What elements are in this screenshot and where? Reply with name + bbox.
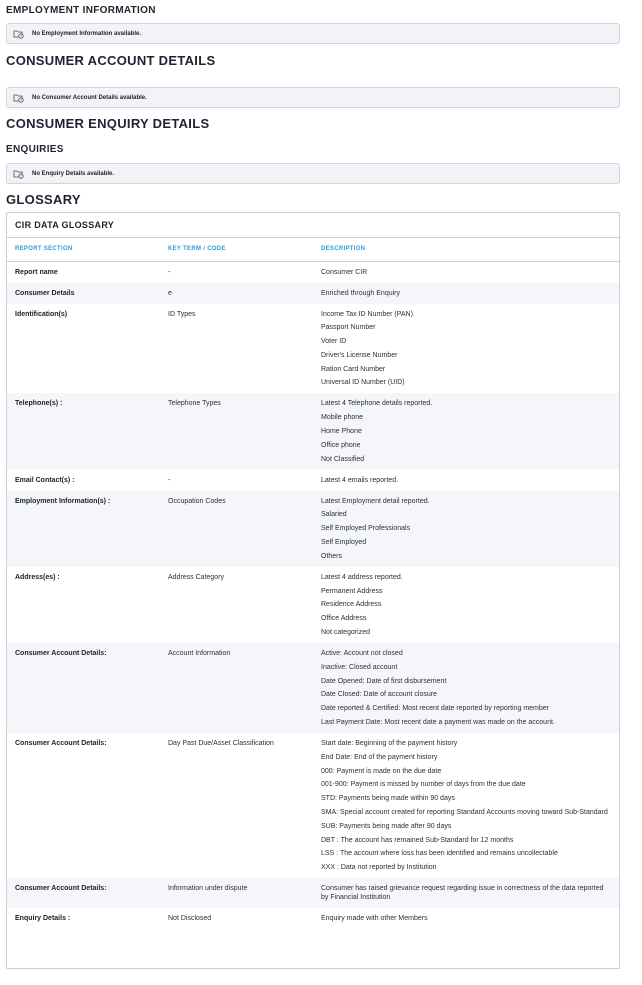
key-term-cell: e xyxy=(160,283,313,304)
description-line: Permanent Address xyxy=(321,587,383,595)
description-line: Mobile phone xyxy=(321,414,364,422)
description-line: Not categorized xyxy=(321,629,371,637)
enquiries-subtitle: ENQUIRIES xyxy=(6,144,64,155)
report-section-cell: Consumer Details xyxy=(7,283,160,304)
table-row xyxy=(7,283,619,304)
description-line: Inactive: Closed account xyxy=(321,663,398,671)
description-line: DBT : The account has remained Sub-Standard for 12 months xyxy=(321,836,514,844)
description-line: Consumer has raised grievance request regarding issue in correctness of the data reported by Financial Institution xyxy=(321,885,604,902)
description-line: Enquiry made with other Members xyxy=(321,915,428,923)
description-line: Consumer CIR xyxy=(321,268,368,276)
description-line: Latest Employment detail reported. xyxy=(321,497,430,505)
table-row xyxy=(7,304,619,394)
description-line: Income Tax ID Number (PAN) xyxy=(321,310,413,318)
description-cell xyxy=(313,470,619,491)
glossary-section-title: GLOSSARY xyxy=(6,192,81,207)
account-empty-notice xyxy=(6,87,620,108)
glossary-table-body xyxy=(7,261,619,929)
description-line: Ration Card Number xyxy=(321,365,386,373)
report-section-cell: Consumer Account Details: xyxy=(15,740,107,748)
table-row xyxy=(7,733,619,878)
enquiry-empty-notice xyxy=(6,163,620,184)
report-section-cell: Email Contact(s) : xyxy=(15,476,75,484)
employment-section-title: EMPLOYMENT INFORMATION xyxy=(6,5,156,16)
description-cell xyxy=(313,908,619,929)
key-term-cell: Account Information xyxy=(160,643,313,733)
table-row xyxy=(7,393,619,469)
description-line: Others xyxy=(321,552,343,560)
key-term-cell: Occupation Codes xyxy=(160,491,313,567)
description-line: SMA: Special account created for reporting Standard Accounts moving toward Sub-Standard xyxy=(321,809,608,817)
column-header-key-term: KEY TERM / CODE xyxy=(160,238,313,261)
folder-clock-icon xyxy=(13,28,24,39)
employment-empty-notice xyxy=(6,23,620,44)
description-line: Latest 4 Telephone details reported. xyxy=(321,400,433,408)
key-term-cell: ID Types xyxy=(168,310,196,318)
description-cell xyxy=(313,491,619,567)
description-line: 001-900: Payment is missed by number of days from the due date xyxy=(321,781,526,789)
table-row xyxy=(7,908,619,929)
description-cell xyxy=(313,567,619,643)
description-line: Office Address xyxy=(321,615,367,623)
column-header-description: DESCRIPTION xyxy=(313,238,619,261)
description-line: Last Payment Date: Most recent date a payment was made on the account. xyxy=(321,719,555,727)
description-cell xyxy=(313,878,619,908)
description-line: LSS : The account where loss has been identified and remains uncollectable xyxy=(321,850,558,858)
description-line: XXX : Data not reported by Institution xyxy=(321,864,437,872)
key-term-cell: Telephone Types xyxy=(160,393,313,469)
account-notice-text: No Consumer Account Details available. xyxy=(32,94,147,101)
description-line: Enriched through Enquiry xyxy=(321,289,400,297)
key-term-cell: - xyxy=(168,268,171,276)
key-term-cell: Information under dispute xyxy=(160,878,313,908)
description-line: Passport Number xyxy=(321,324,376,332)
description-cell xyxy=(313,733,619,878)
description-line: Office phone xyxy=(321,441,361,449)
glossary-box-title: CIR DATA GLOSSARY xyxy=(7,213,619,238)
report-section-cell: Address(es) : xyxy=(15,573,60,581)
key-term-cell: Address Category xyxy=(168,573,225,581)
enquiry-notice-text: No Enquiry Details available. xyxy=(32,170,115,177)
key-term-cell: Not Disclosed xyxy=(168,915,212,923)
table-row xyxy=(7,643,619,733)
description-cell xyxy=(313,261,619,283)
enquiry-section-title: CONSUMER ENQUIRY DETAILS xyxy=(6,116,210,131)
description-line: Residence Address xyxy=(321,601,382,609)
key-term-cell: Day Past Due/Asset Classification xyxy=(168,740,274,748)
description-line: Active: Account not closed xyxy=(321,650,403,658)
employment-notice-text: No Employment Information available. xyxy=(32,30,142,37)
table-row xyxy=(7,261,619,283)
report-section-cell: Telephone(s) : xyxy=(7,393,160,469)
description-line: Date reported & Certified: Most recent date reported by reporting member xyxy=(321,705,549,713)
report-section-cell: Consumer Account Details: xyxy=(7,878,160,908)
description-line: STD: Payments being made within 90 days xyxy=(321,795,455,803)
description-line: Self Employed Professionals xyxy=(321,525,411,533)
report-section-cell: Employment Information(s) : xyxy=(7,491,160,567)
key-term-cell: - xyxy=(168,476,171,484)
report-section-cell: Consumer Account Details: xyxy=(7,643,160,733)
description-cell xyxy=(313,304,619,394)
description-cell xyxy=(313,393,619,469)
description-line: Universal ID Number (UID) xyxy=(321,379,405,387)
description-line: Latest 4 emails reported. xyxy=(321,476,399,484)
description-line: Start date: Beginning of the payment history xyxy=(321,740,458,748)
glossary-table xyxy=(7,238,619,929)
description-line: 000: Payment is made on the due date xyxy=(321,767,442,775)
description-line: Date Opened: Date of first disbursement xyxy=(321,677,447,685)
report-section-cell: Identification(s) xyxy=(15,310,68,318)
glossary-header-row xyxy=(7,238,619,261)
description-line: Home Phone xyxy=(321,428,362,436)
description-line: Voter ID xyxy=(321,338,347,346)
description-line: Latest 4 address reported. xyxy=(321,573,403,581)
description-line: Driver's License Number xyxy=(321,351,398,359)
column-header-report-section: REPORT SECTION xyxy=(7,238,160,261)
table-row xyxy=(7,878,619,908)
description-cell xyxy=(313,283,619,304)
description-line: End Date: End of the payment history xyxy=(321,753,438,761)
description-line: Self Employed xyxy=(321,539,367,547)
description-line: Not Classified xyxy=(321,455,365,463)
description-line: Salaried xyxy=(321,511,347,519)
folder-clock-icon xyxy=(13,168,24,179)
description-line: Date Closed: Date of account closure xyxy=(321,691,437,699)
report-section-cell: Enquiry Details : xyxy=(15,915,71,923)
description-cell xyxy=(313,643,619,733)
table-row xyxy=(7,470,619,491)
account-section-title: CONSUMER ACCOUNT DETAILS xyxy=(6,53,216,68)
table-row xyxy=(7,491,619,567)
folder-clock-icon xyxy=(13,92,24,103)
report-section-cell: Report name xyxy=(15,268,58,276)
description-line: SUB: Payments being made after 90 days xyxy=(321,822,452,830)
table-row xyxy=(7,567,619,643)
glossary-box xyxy=(6,212,620,969)
